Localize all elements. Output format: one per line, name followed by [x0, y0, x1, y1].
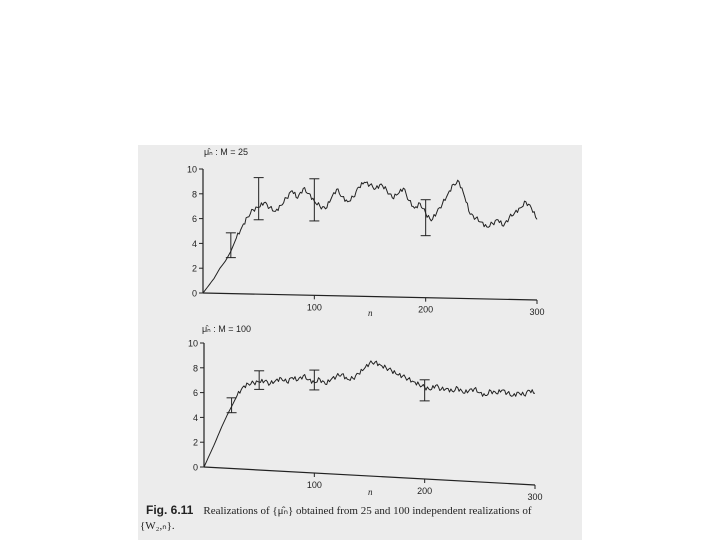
- series-line: [204, 361, 535, 467]
- x-axis-label: n: [368, 487, 373, 497]
- chart-title: μ̂ₙ : M = 100: [202, 324, 252, 334]
- y-tick-label: 4: [192, 412, 198, 423]
- series-line: [203, 180, 537, 293]
- y-tick-label: 10: [187, 338, 198, 349]
- x-axis: [204, 467, 535, 485]
- y-tick-label: 8: [191, 189, 197, 200]
- y-tick-label: 0: [192, 462, 198, 473]
- y-tick-label: 2: [192, 437, 198, 448]
- y-tick-label: 10: [186, 164, 197, 175]
- figure-number: Fig. 6.11: [146, 503, 194, 517]
- x-axis-label: n: [368, 308, 373, 318]
- x-tick-label: 100: [306, 480, 322, 490]
- x-tick-label: 200: [418, 304, 434, 315]
- chart-title: μ̂ₙ : M = 25: [204, 147, 249, 157]
- y-tick-label: 6: [191, 214, 197, 225]
- x-axis: [203, 293, 537, 300]
- caption-text: Realizations of {μ̂ₙ} obtained from 25 and 100 independent realizations of: [203, 505, 532, 517]
- figure-caption: [140, 503, 580, 534]
- x-tick-label: 300: [529, 307, 545, 317]
- chart-panel-2: [188, 324, 543, 502]
- y-tick-label: 2: [191, 263, 197, 274]
- y-tick-label: 4: [191, 238, 197, 249]
- caption-text-continued: {W₂,ₙ}.: [140, 520, 175, 532]
- x-tick-label: 200: [417, 486, 433, 496]
- x-tick-label: 300: [527, 492, 543, 502]
- y-tick-label: 8: [192, 363, 198, 374]
- y-tick-label: 0: [191, 288, 197, 299]
- x-tick-label: 100: [306, 302, 322, 313]
- y-tick-label: 6: [192, 388, 198, 399]
- chart-panel-1: [187, 147, 545, 318]
